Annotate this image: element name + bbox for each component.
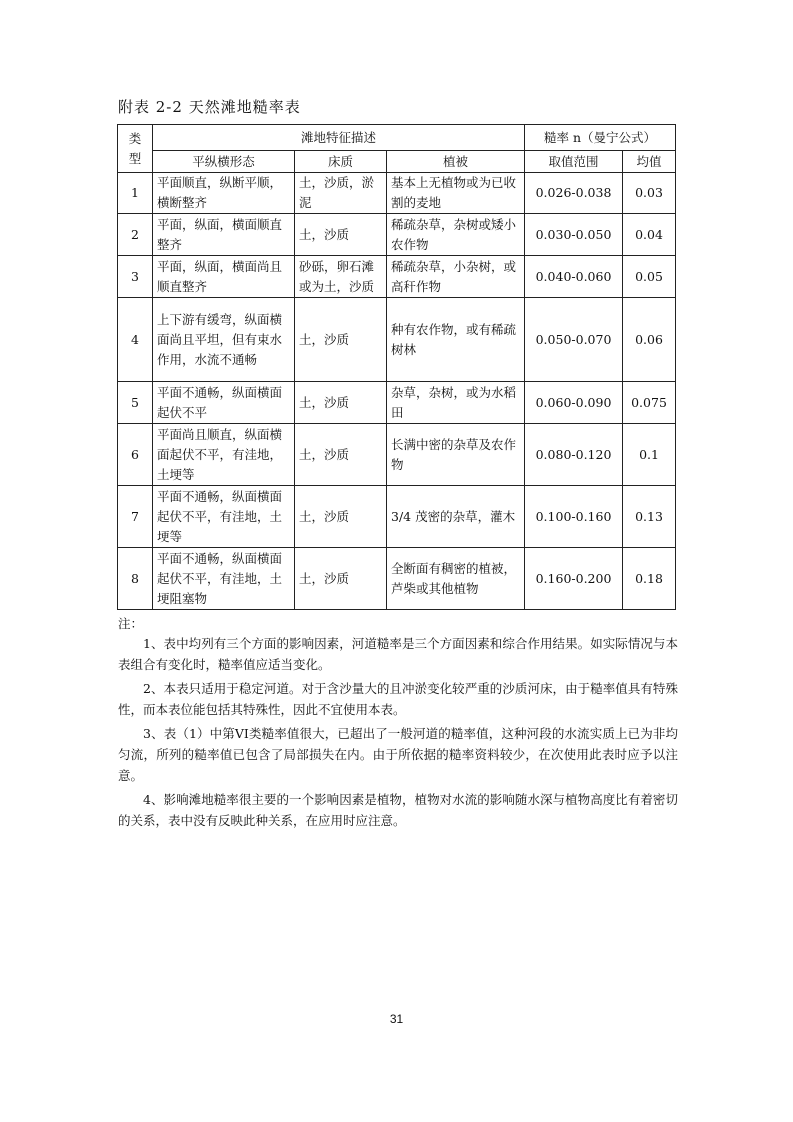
row-shape-cell: 平面顺直，纵断平顺，横断整齐	[153, 173, 295, 214]
header-mean: 均值	[623, 151, 676, 173]
header-shape: 平纵横形态	[153, 151, 295, 173]
row-type-cell: 7	[118, 486, 153, 548]
row-type-cell: 1	[118, 173, 153, 214]
row-vegetation-cell: 稀疏杂草，杂树或矮小农作物	[387, 214, 525, 256]
header-feature-description: 滩地特征描述	[153, 125, 525, 151]
row-bed-cell: 土，沙质	[295, 486, 387, 548]
note-item: 1、表中均列有三个方面的影响因素，河道糙率是三个方面因素和综合作用结果。如实际情况与本表组合有变化时，糙率值应适当变化。	[118, 636, 678, 672]
notes	[118, 633, 678, 834]
row-vegetation-cell: 杂草，杂树，或为水稻田	[387, 382, 525, 424]
note-item: 2、本表只适用于稳定河道。对于含沙量大的且冲淤变化较严重的沙质河床，由于糙率值具有特殊性，而本表位能包括其特殊性，因此不宜使用本表。	[118, 681, 678, 717]
row-mean-cell: 0.06	[623, 298, 676, 382]
table-row	[118, 214, 676, 256]
table-row	[118, 424, 676, 486]
header-range: 取值范围	[525, 151, 623, 173]
row-range-cell: 0.080-0.120	[525, 424, 623, 486]
row-type-cell: 5	[118, 382, 153, 424]
row-vegetation-cell: 种有农作物，或有稀疏树林	[387, 298, 525, 382]
row-bed-cell: 土，沙质	[295, 298, 387, 382]
row-shape-cell: 平面尚且顺直，纵面横面起伏不平，有洼地，土埂等	[153, 424, 295, 486]
row-range-cell: 0.050-0.070	[525, 298, 623, 382]
row-shape-cell: 平面不通畅，纵面横面起伏不平，有洼地，土埂阻塞物	[153, 548, 295, 610]
row-bed-cell: 土，沙质	[295, 382, 387, 424]
note-item: 4、影响滩地糙率很主要的一个影响因素是植物，植物对水流的影响随水深与植物高度比有着密切的关系，表中没有反映此种关系，在应用时应注意。	[118, 792, 678, 828]
row-bed-cell: 土，沙质	[295, 214, 387, 256]
row-mean-cell: 0.04	[623, 214, 676, 256]
row-range-cell: 0.030-0.050	[525, 214, 623, 256]
notes-label: 注：	[118, 616, 144, 631]
page-number: 31	[389, 1012, 404, 1026]
row-mean-cell: 0.18	[623, 548, 676, 610]
row-range-cell: 0.100-0.160	[525, 486, 623, 548]
header-type: 类 型	[118, 125, 153, 173]
row-range-cell: 0.160-0.200	[525, 548, 623, 610]
row-vegetation-cell: 3/4 茂密的杂草，灌木	[387, 486, 525, 548]
row-mean-cell: 0.1	[623, 424, 676, 486]
row-range-cell: 0.060-0.090	[525, 382, 623, 424]
table-row	[118, 173, 676, 214]
row-vegetation-cell: 基本上无植物或为已收割的麦地	[387, 173, 525, 214]
row-bed-cell: 砂砾，卵石滩或为土，沙质	[295, 256, 387, 298]
row-range-cell: 0.040-0.060	[525, 256, 623, 298]
header-roughness: 糙率 n（曼宁公式）	[525, 125, 676, 151]
row-type-cell: 4	[118, 298, 153, 382]
row-shape-cell: 平面，纵面，横面尚且顺直整齐	[153, 256, 295, 298]
roughness-table	[117, 124, 676, 610]
row-vegetation-cell: 全断面有稠密的植被， 芦柴或其他植物	[387, 548, 525, 610]
row-range-cell: 0.026-0.038	[525, 173, 623, 214]
row-mean-cell: 0.05	[623, 256, 676, 298]
table-row	[118, 486, 676, 548]
row-bed-cell: 土，沙质	[295, 548, 387, 610]
row-vegetation-cell: 长满中密的杂草及农作物	[387, 424, 525, 486]
row-bed-cell: 土，沙质，淤泥	[295, 173, 387, 214]
table-row	[118, 298, 676, 382]
header-vegetation: 植被	[387, 151, 525, 173]
row-shape-cell: 上下游有缓弯，纵面横面尚且平坦，但有束水 作用，水流不通畅	[153, 298, 295, 382]
row-mean-cell: 0.075	[623, 382, 676, 424]
row-type-cell: 2	[118, 214, 153, 256]
table-row	[118, 382, 676, 424]
row-shape-cell: 平面，纵面，横面顺直整齐	[153, 214, 295, 256]
row-shape-cell: 平面不通畅，纵面横面起伏不平，有洼地，土埂等	[153, 486, 295, 548]
table-row	[118, 256, 676, 298]
row-mean-cell: 0.03	[623, 173, 676, 214]
row-bed-cell: 土，沙质	[295, 424, 387, 486]
row-vegetation-cell: 稀疏杂草，小杂树，或高秆作物	[387, 256, 525, 298]
table-title: 附表 2-2 天然滩地糙率表	[118, 98, 301, 116]
row-type-cell: 8	[118, 548, 153, 610]
header-bed: 床质	[295, 151, 387, 173]
table-row	[118, 548, 676, 610]
row-type-cell: 6	[118, 424, 153, 486]
row-mean-cell: 0.13	[623, 486, 676, 548]
row-shape-cell: 平面不通畅，纵面横面起伏不平	[153, 382, 295, 424]
row-type-cell: 3	[118, 256, 153, 298]
note-item: 3、表（1）中第VI类糙率值很大，已超出了一般河道的糙率值，这种河段的水流实质上已为非均匀流，所列的糙率值已包含了局部损失在内。由于所依据的糙率资料较少，在次使用此表时应予以注意。	[118, 726, 678, 783]
